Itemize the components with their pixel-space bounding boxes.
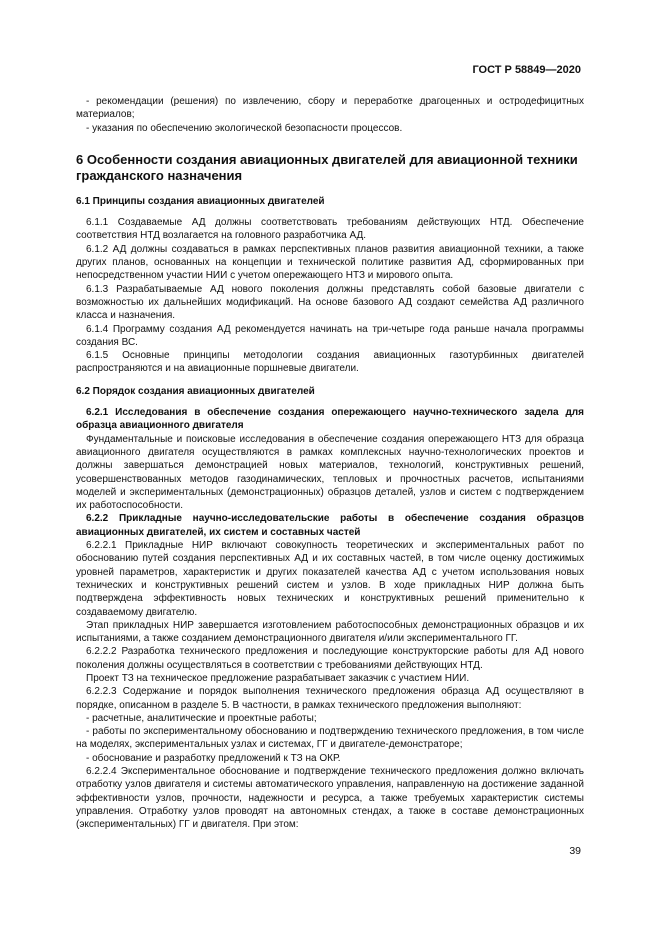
paragraph-6-2-2-2: 6.2.2.2 Разработка технического предложения и последующие конструкторские работы для АД нового поколения должны осуществляться в соответствии с требованиями действующих НТД. bbox=[76, 646, 584, 671]
paragraph-6-2-2-2-cont: Проект ТЗ на техническое предложение разрабатывает заказчик с участием НИИ. bbox=[86, 672, 470, 684]
paragraph-6-2-2-3: 6.2.2.3 Содержание и порядок выполнения технического предложения образца АД осуществляют в порядке, описанном в разделе 5. В частности, в рамках технического предложения выполняют: bbox=[76, 686, 584, 711]
paragraph-6-1-5: 6.1.5 Основные принципы методологии создания авиационных газотурбинных двигателей распространяются и на авиационные поршневые двигатели. bbox=[76, 350, 584, 375]
list-item: - рекомендации (решения) по извлечению, сбору и переработке драгоценных и остродефицитных материалов; bbox=[76, 96, 584, 121]
paragraph-6-1-3: 6.1.3 Разрабатываемые АД нового поколения должны представлять собой базовые двигатели с возможностью их дальнейших модификаций. На основе базового АД создают семейства АД различного класса и назначения. bbox=[76, 283, 584, 322]
list-item: - работы по экспериментальному обоснованию и подтверждению технического предложения, в том числе на моделях, экспериментальных узлах и системах, ГГ и двигателе-демонстраторе; bbox=[76, 726, 584, 751]
paragraph-6-2-2-1: 6.2.2.1 Прикладные НИР включают совокупность теоретических и экспериментальных работ по обоснованию путей создания перспективных АД и их составных частей, в том числе оценку достижимых уровней параметров, характеристик и других показателей качества АД с учетом использования новых технических и конструктивных решений систем и узлов. В ходе прикладных НИР должна быть подтверждена эффективность новых технических и конструктивных решений применительно к создаваемому двигателю. bbox=[76, 540, 584, 618]
list-item: - обоснование и разработку предложений к ТЗ на ОКР. bbox=[86, 752, 341, 764]
paragraph-6-2-2-4: 6.2.2.4 Экспериментальное обоснование и подтверждение технического предложения должно включать отработку узлов двигателя и системы автоматического управления, направленную на достижение заданной эффективности узлов, прочности, надежности и ресурса, а также требуемых характеристик системы управления. Отработку узлов проводят на автономных стендах, а также в составе демонстрационных (экспериментальных) ГГ и двигателя. При этом: bbox=[76, 766, 584, 831]
paragraph-6-2-2-1-cont: Этап прикладных НИР завершается изготовлением работоспособных демонстрационных образцов и их испытаниями, а также созданием демонстрационного двигателя и/или экспериментального ГГ. bbox=[76, 619, 584, 645]
subsection-heading-6-2-1: 6.2.1 Исследования в обеспечение создания опережающего научно-технического задела для образца авиационного двигателя bbox=[76, 407, 584, 432]
document-standard-id: ГОСТ Р 58849—2020 bbox=[472, 64, 581, 76]
subsection-heading-6-2: 6.2 Порядок создания авиационных двигателей bbox=[76, 385, 315, 397]
paragraph-6-1-4: 6.1.4 Программу создания АД рекомендуется начинать на три-четыре года раньше начала программы создания ВС. bbox=[76, 323, 584, 348]
paragraph-6-2-1-body: Фундаментальные и поисковые исследования в обеспечение создания опережающего НТЗ для образца авиационного двигателя осуществляются в рамках комплексных научно-технологических проектов и должны завершаться демонстрацией новых материалов, технологий, конструктивных решений, усовершенствованных методов газодинамических, тепловых и прочностных расчетов, испытаниями моделей и экспериментальных (демонстрационных) образцов деталей, узлов и систем с подтверждением их работоспособности. bbox=[76, 433, 584, 512]
document-body bbox=[76, 95, 584, 832]
subsection-heading-6-2-2: 6.2.2 Прикладные научно-исследовательские работы в обеспечение создания образцов авиационных двигателей, их систем и составных частей bbox=[76, 513, 584, 538]
paragraph-6-1-1: 6.1.1 Создаваемые АД должны соответствовать требованиям действующих НТД. Обеспечение соответствия НТД возлагается на головного разработчика АД. bbox=[76, 217, 584, 242]
paragraph-6-1-2: 6.1.2 АД должны создаваться в рамках перспективных планов развития авиационной техники, а также других планов, основанных на концепции и технической политике развития АД, сформированных при непосредственном участии НИИ с учетом опережающего НТЗ и мирового опыта. bbox=[76, 243, 584, 282]
list-item: - расчетные, аналитические и проектные работы; bbox=[86, 712, 317, 724]
page-number: 39 bbox=[569, 845, 581, 857]
section-heading-6: 6 Особенности создания авиационных двигателей для авиационной техники гражданского назначения bbox=[76, 151, 578, 183]
list-item: - указания по обеспечению экологической безопасности процессов. bbox=[86, 122, 403, 134]
subsection-heading-6-1: 6.1 Принципы создания авиационных двигателей bbox=[76, 195, 325, 207]
